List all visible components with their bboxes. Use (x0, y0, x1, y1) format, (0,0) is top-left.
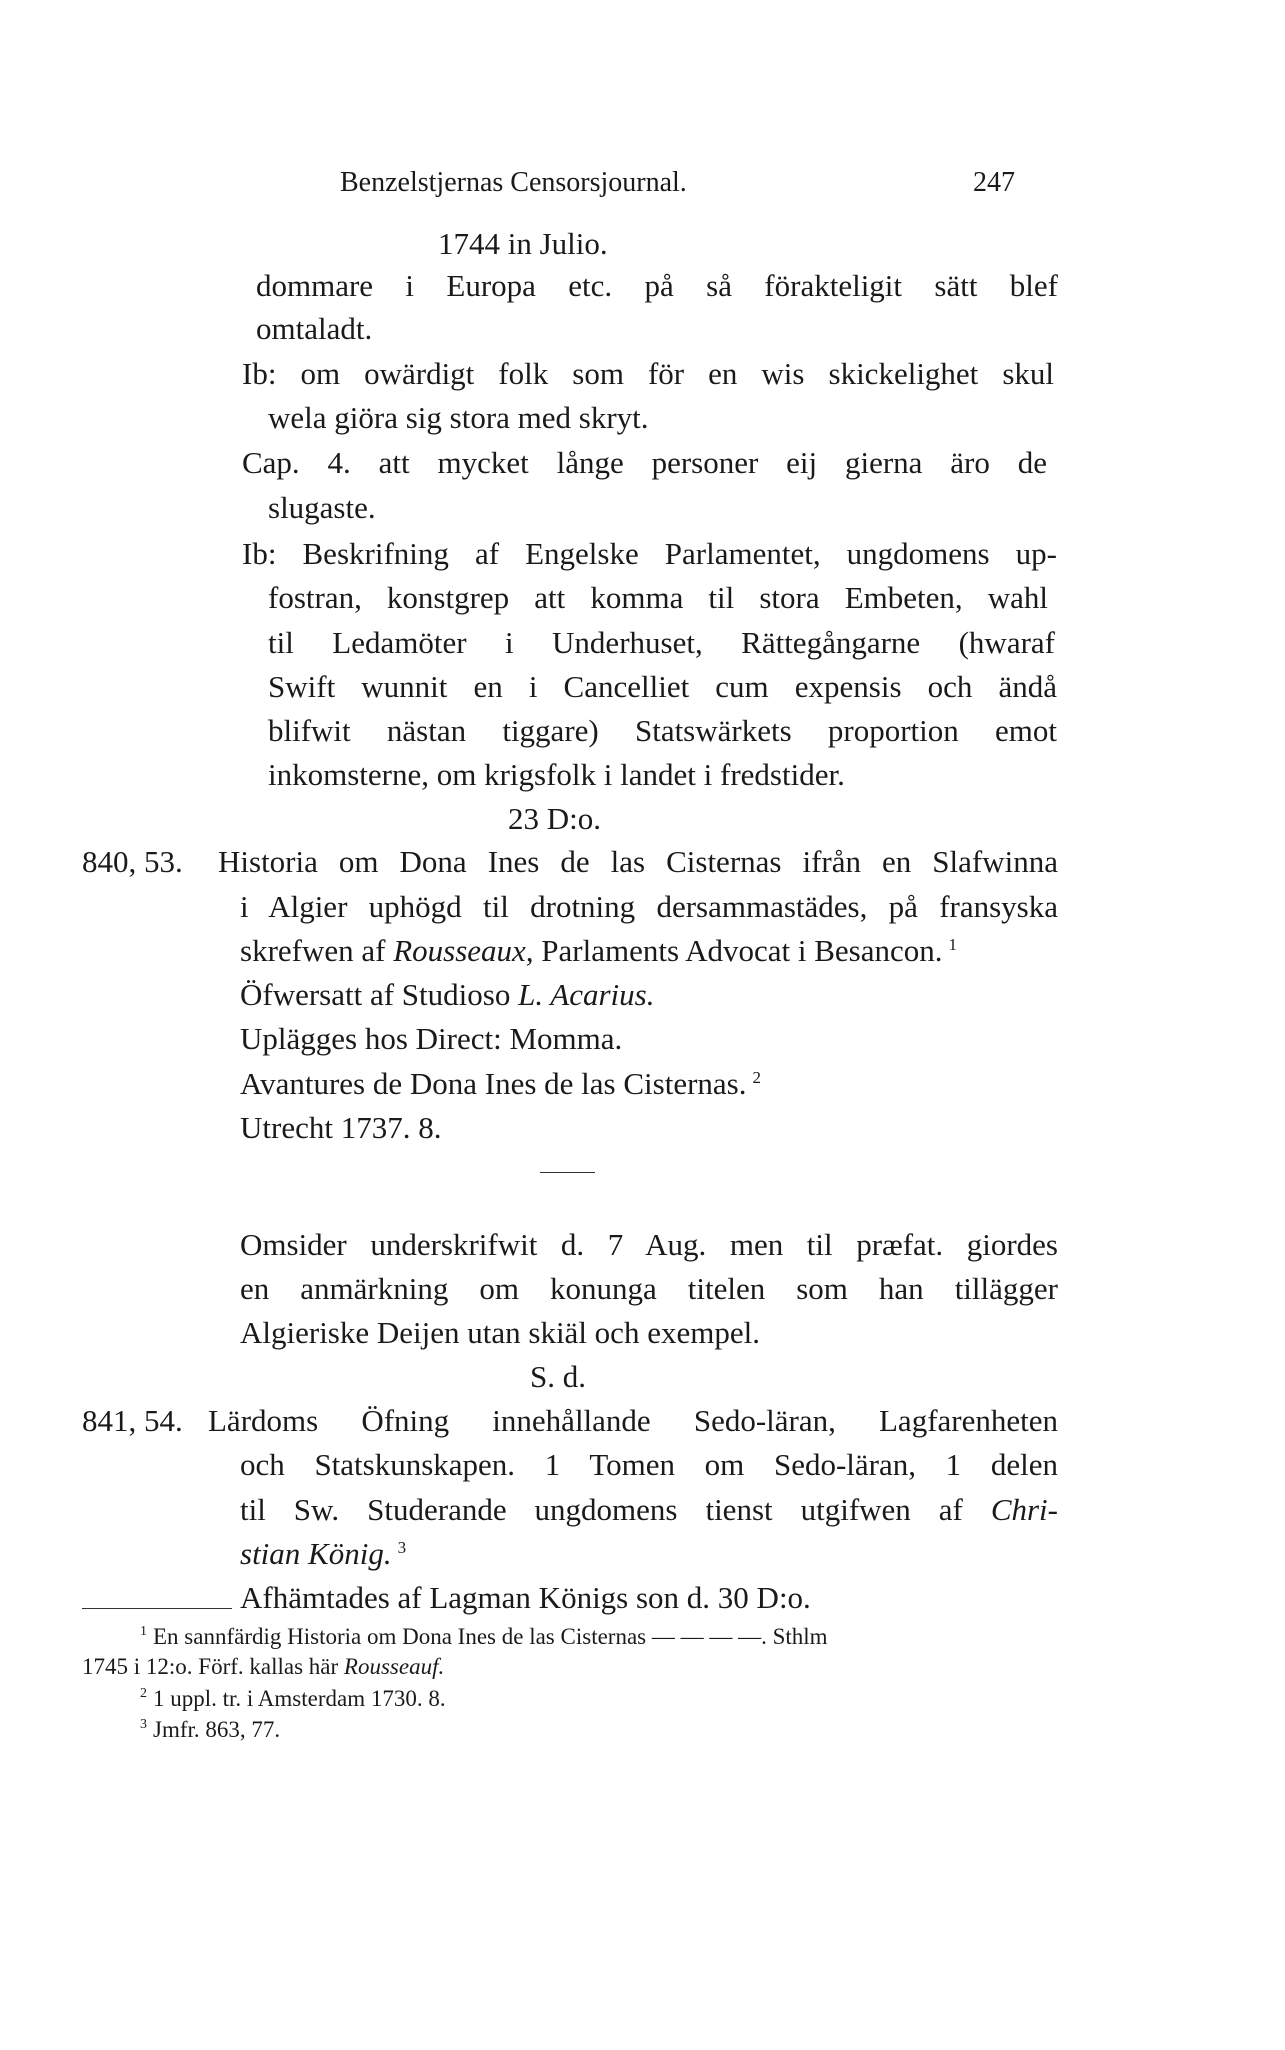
body-line: dommare i Europa etc. på så förakteligit sätt blef (256, 268, 1058, 303)
note-line: Algieriske Deijen utan skiäl och exempel. (240, 1315, 760, 1350)
body-line: Ib: Beskrifning af Engelske Parlamentet, ungdomens up- (242, 536, 1057, 571)
separator-rule (540, 1172, 595, 1173)
entry-line: Uplägges hos Direct: Momma. (240, 1021, 623, 1056)
date-heading: 1744 in Julio. (438, 226, 608, 261)
entry-text: Parlaments Advocat i Besancon. (533, 933, 943, 968)
entry-line: och Statskunskapen. 1 Tomen om Sedo-läran, 1 delen (240, 1447, 1058, 1482)
body-line: wela giöra sig stora med skryt. (268, 400, 649, 435)
entry-line: i Algier uphögd til drotning dersammastädes, på fransyska (240, 889, 1058, 924)
footnote-rule (82, 1608, 232, 1609)
body-line: Ib: om owärdigt folk som för en wis skickelighet skul (242, 356, 1054, 391)
footnote-text: Jmfr. 863, 77. (153, 1717, 281, 1742)
entry-line (240, 975, 654, 1015)
note-line: Omsider underskrifwit d. 7 Aug. men til præfat. giordes (240, 1227, 1058, 1262)
date-heading: 23 D:o. (508, 801, 601, 836)
body-line: blifwit nästan tiggare) Statswärkets proportion emot (268, 713, 1057, 748)
entry-text: Avantures de Dona Ines de las Cisternas. (240, 1066, 747, 1101)
body-line: inkomsterne, om krigsfolk i landet i fredstider. (268, 757, 845, 792)
date-heading: S. d. (530, 1359, 586, 1394)
entry-line (240, 1534, 406, 1574)
page-number: 247 (973, 167, 1015, 198)
entry-line (240, 1064, 761, 1104)
entry-line: Historia om Dona Ines de las Cisternas ifrån en Slafwinna (218, 844, 1058, 879)
running-title: Benzelstjernas Censorsjournal. (340, 167, 687, 198)
footnote-text: En sannfärdig Historia om Dona Ines de las Cisternas — — — —. Sthlm (153, 1624, 828, 1649)
entry-line (240, 931, 957, 971)
footnote-mark: 3 (140, 1717, 147, 1733)
body-line: Swift wunnit en i Cancelliet cum expensis och ändå (268, 669, 1057, 704)
translator-name: L. Acarius. (518, 977, 655, 1012)
footnote-mark: 2 (140, 1686, 147, 1702)
author-name: stian König. (240, 1536, 392, 1571)
footnote (140, 1715, 280, 1745)
author-name: Rousseauf. (343, 1654, 445, 1679)
body-line: omtaladt. (256, 311, 373, 346)
author-name: Chri- (990, 1492, 1058, 1527)
footnote (82, 1652, 444, 1682)
body-line: fostran, konstgrep att komma til stora Embeten, wahl (268, 580, 1048, 615)
author-name: Rousseaux, (393, 933, 534, 968)
entry-number: 841, 54. (82, 1403, 183, 1438)
entry-line: Lärdoms Öfning innehållande Sedo-läran, Lagfarenheten (208, 1403, 1058, 1438)
entry-text: Öfwersatt af Studioso (240, 977, 519, 1012)
body-line: til Ledamöter i Underhuset, Rättegångarne (hwaraf (268, 625, 1055, 660)
note-line: en anmärkning om konunga titelen som han tillägger (240, 1271, 1058, 1306)
body-line: slugaste. (268, 490, 376, 525)
footnote (140, 1622, 828, 1652)
entry-line: Afhämtades af Lagman Königs son d. 30 D:o. (240, 1580, 811, 1615)
footnote-ref: 2 (752, 1067, 761, 1087)
entry-line: Utrecht 1737. 8. (240, 1110, 442, 1145)
entry-text: til Sw. Studerande ungdomens tienst utgifwen af (240, 1492, 991, 1527)
footnote (140, 1684, 446, 1714)
body-line: Cap. 4. att mycket långe personer eij gierna äro de (242, 445, 1047, 480)
footnote-text: 1745 i 12:o. Förf. kallas här (82, 1654, 344, 1679)
footnote-ref: 1 (948, 934, 957, 954)
entry-line (240, 1490, 1058, 1530)
entry-number: 840, 53. (82, 844, 183, 879)
footnote-ref: 3 (397, 1537, 407, 1557)
entry-text: skrefwen af (240, 933, 394, 968)
footnote-mark: 1 (140, 1624, 147, 1640)
footnote-text: 1 uppl. tr. i Amsterdam 1730. 8. (153, 1686, 446, 1711)
